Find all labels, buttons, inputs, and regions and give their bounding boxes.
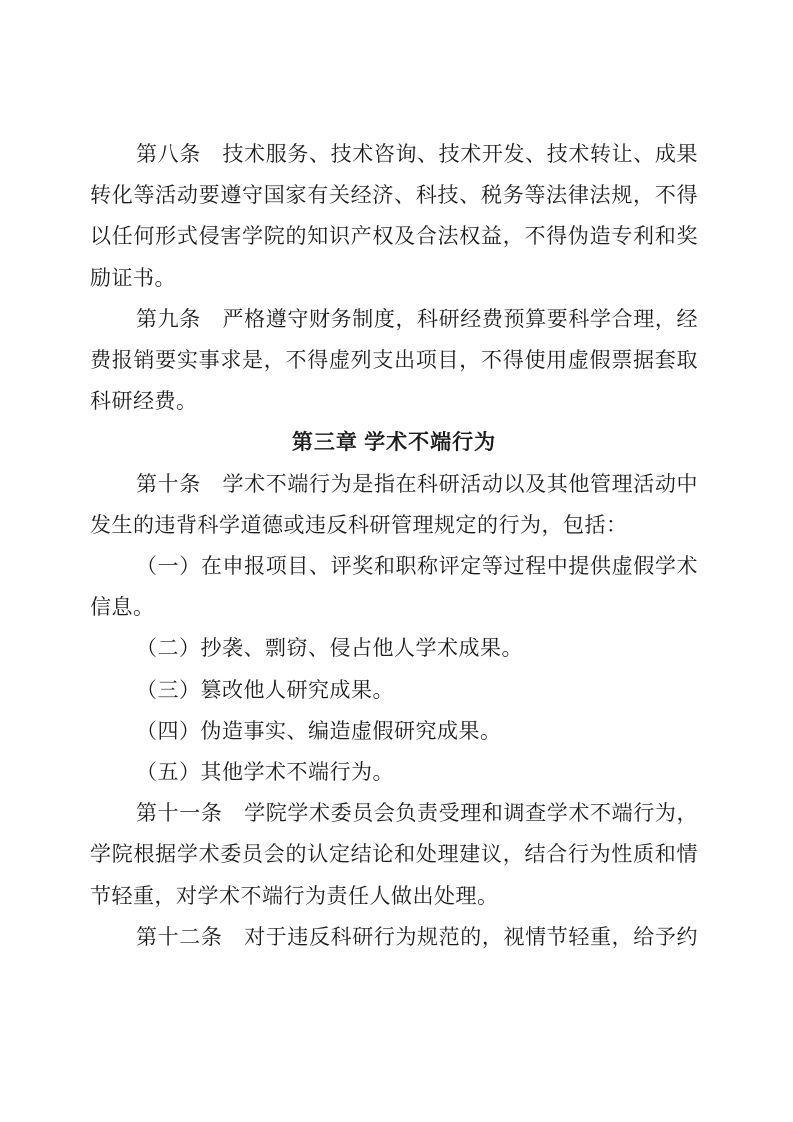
text-line: （四）伪造事实、编造虚假研究成果。 xyxy=(136,718,502,743)
article-12 xyxy=(90,917,698,958)
article-8 xyxy=(90,134,698,299)
text-line: （一）在申报项目、评奖和职称评定等过程中提供虚假学术 xyxy=(136,554,698,579)
chapter-3-heading xyxy=(90,422,698,463)
article-9 xyxy=(90,299,698,423)
text-line: 第八条 技术服务、技术咨询、技术开发、技术转让、成果 xyxy=(136,142,698,166)
text-line: （五）其他学术不端行为。 xyxy=(136,760,394,785)
text-line: 第三章 学术不端行为 xyxy=(291,430,497,455)
text-line: 发生的违背科学道德或违反科研管理规定的行为，包括： xyxy=(90,512,628,537)
article-11 xyxy=(90,793,698,917)
text-line: 费报销要实事求是，不得虚列支出项目，不得使用虚假票据套取 xyxy=(90,348,698,373)
article-10-item-1 xyxy=(90,546,698,628)
text-line: 学院根据学术委员会的认定结论和处理建议，结合行为性质和情 xyxy=(90,842,698,867)
text-line: 节轻重，对学术不端行为责任人做出处理。 xyxy=(90,883,499,908)
text-line: 转化等活动要遵守国家有关经济、科技、税务等法律法规，不得 xyxy=(90,183,698,208)
text-line: 第十一条 学院学术委员会负责受理和调查学术不端行为， xyxy=(136,801,698,826)
text-line: （三）篡改他人研究成果。 xyxy=(136,677,394,702)
article-10-item-5 xyxy=(90,752,698,793)
article-10-item-3 xyxy=(90,670,698,711)
text-line: （二）抄袭、剽窃、侵占他人学术成果。 xyxy=(136,636,523,661)
article-10 xyxy=(90,464,698,546)
text-line: 信息。 xyxy=(90,595,155,620)
text-line: 励证书。 xyxy=(90,265,176,290)
text-line: 第九条 严格遵守财务制度，科研经费预算要科学合理，经 xyxy=(136,306,698,331)
article-10-item-4 xyxy=(90,711,698,752)
text-line: 第十二条 对于违反科研行为规范的，视情节轻重，给予约 xyxy=(136,924,698,949)
document-body xyxy=(90,134,698,958)
article-10-item-2 xyxy=(90,628,698,669)
text-line: 科研经费。 xyxy=(90,389,198,414)
text-line: 第十条 学术不端行为是指在科研活动以及其他管理活动中 xyxy=(136,471,698,496)
text-line: 以任何形式侵害学院的知识产权及合法权益，不得伪造专利和奖 xyxy=(90,224,698,249)
